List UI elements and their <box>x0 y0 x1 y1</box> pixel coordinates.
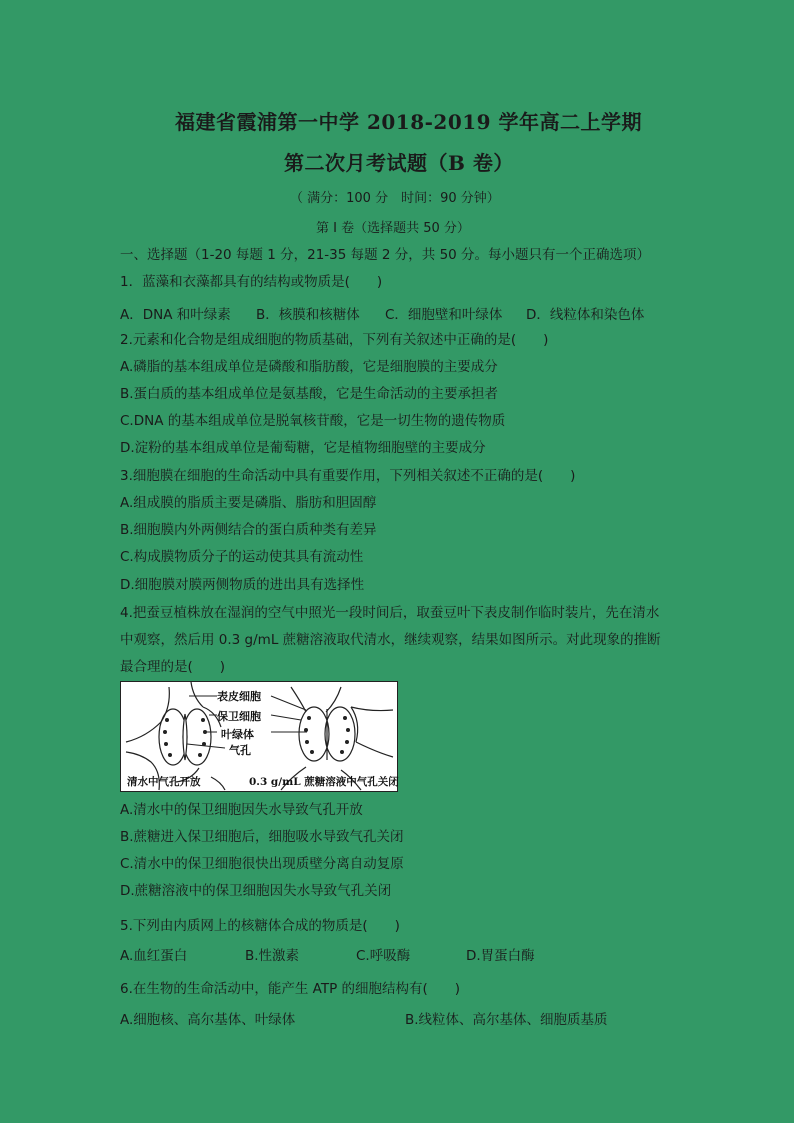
question-4-stem-line-1: 4.把蚕豆植株放在湿润的空气中照光一段时间后，取蚕豆叶下表皮制作临时装片，先在清水 <box>120 605 660 621</box>
page-title: 福建省霞浦第一中学 2018-2019 学年高二上学期 <box>175 110 643 134</box>
section-heading: 第 I 卷（选择题共 50 分） <box>316 221 470 236</box>
question-1-option-a: A．DNA 和叶绿素 <box>120 307 231 323</box>
question-5-option-a: A.血红蛋白 <box>120 948 188 964</box>
question-4-option-b: B.蔗糖进入保卫细胞后，细胞吸水导致气孔关闭 <box>120 829 404 845</box>
question-5-option-b: B.性激素 <box>245 948 300 964</box>
question-6-option-b: B.线粒体、高尔基体、细胞质基质 <box>405 1012 608 1028</box>
question-2-option-a: A.磷脂的基本组成单位是磷酸和脂肪酸，它是细胞膜的主要成分 <box>120 359 498 375</box>
page-subtitle: 第二次月考试题（B 卷） <box>284 151 514 175</box>
question-5-stem: 5.下列由内质网上的核糖体合成的物质是( ) <box>120 918 400 934</box>
question-4-stem-line-2: 中观察，然后用 0.3 g/mL 蔗糖溶液取代清水，继续观察，结果如图所示。对此现象的推断 <box>120 632 661 648</box>
question-2-option-d: D.淀粉的基本组成单位是葡萄糖，它是植物细胞壁的主要成分 <box>120 440 486 456</box>
figure-label-chloroplast: 叶绿体 <box>221 728 254 741</box>
instructions: 一、选择题（1-20 每题 1 分，21-35 每题 2 分，共 50 分。每小题只有一个正确选项） <box>120 247 651 263</box>
question-4-option-c: C.清水中的保卫细胞很快出现质壁分离自动复原 <box>120 856 404 872</box>
question-2-option-b: B.蛋白质的基本组成单位是氨基酸，它是生命活动的主要承担者 <box>120 386 499 402</box>
question-3-option-d: D.细胞膜对膜两侧物质的进出具有选择性 <box>120 577 365 593</box>
exam-meta: （ 满分：100 分 时间：90 分钟） <box>290 191 500 206</box>
figure-caption-left: 清水中气孔开放 <box>127 776 201 788</box>
figure-label-epidermal-cell: 表皮细胞 <box>217 690 261 703</box>
question-4-option-d: D.蔗糖溶液中的保卫细胞因失水导致气孔关闭 <box>120 883 392 899</box>
figure-caption-right: 0.3 g/mL 蔗糖溶液中气孔关闭 <box>249 776 399 788</box>
question-3-option-c: C.构成膜物质分子的运动使其具有流动性 <box>120 549 364 565</box>
figure-label-stoma: 气孔 <box>229 744 251 757</box>
question-2-option-c: C.DNA 的基本组成单位是脱氧核苷酸，它是一切生物的遗传物质 <box>120 413 506 429</box>
question-5-option-c: C.呼吸酶 <box>356 948 411 964</box>
question-1-stem: 1．蓝藻和衣藻都具有的结构或物质是( ) <box>120 274 383 290</box>
question-4-option-a: A.清水中的保卫细胞因失水导致气孔开放 <box>120 802 363 818</box>
question-3-stem: 3.细胞膜在细胞的生命活动中具有重要作用，下列相关叙述不正确的是( ) <box>120 468 576 484</box>
question-3-option-a: A.组成膜的脂质主要是磷脂、脂肪和胆固醇 <box>120 495 377 511</box>
question-6-option-a: A.细胞核、高尔基体、叶绿体 <box>120 1012 296 1028</box>
stomata-figure <box>120 681 398 792</box>
question-6-stem: 6.在生物的生命活动中，能产生 ATP 的细胞结构有( ) <box>120 981 461 997</box>
question-3-option-b: B.细胞膜内外两侧结合的蛋白质种类有差异 <box>120 522 377 538</box>
question-1-option-b: B．核膜和核糖体 <box>256 307 360 323</box>
question-1-option-d: D．线粒体和染色体 <box>526 307 645 323</box>
question-4-stem-line-3: 最合理的是( ) <box>120 659 226 675</box>
question-1-option-c: C．细胞壁和叶绿体 <box>385 307 503 323</box>
question-2-stem: 2.元素和化合物是组成细胞的物质基础，下列有关叙述中正确的是( ) <box>120 332 549 348</box>
question-5-option-d: D.胃蛋白酶 <box>466 948 535 964</box>
figure-label-guard-cell: 保卫细胞 <box>217 710 261 723</box>
